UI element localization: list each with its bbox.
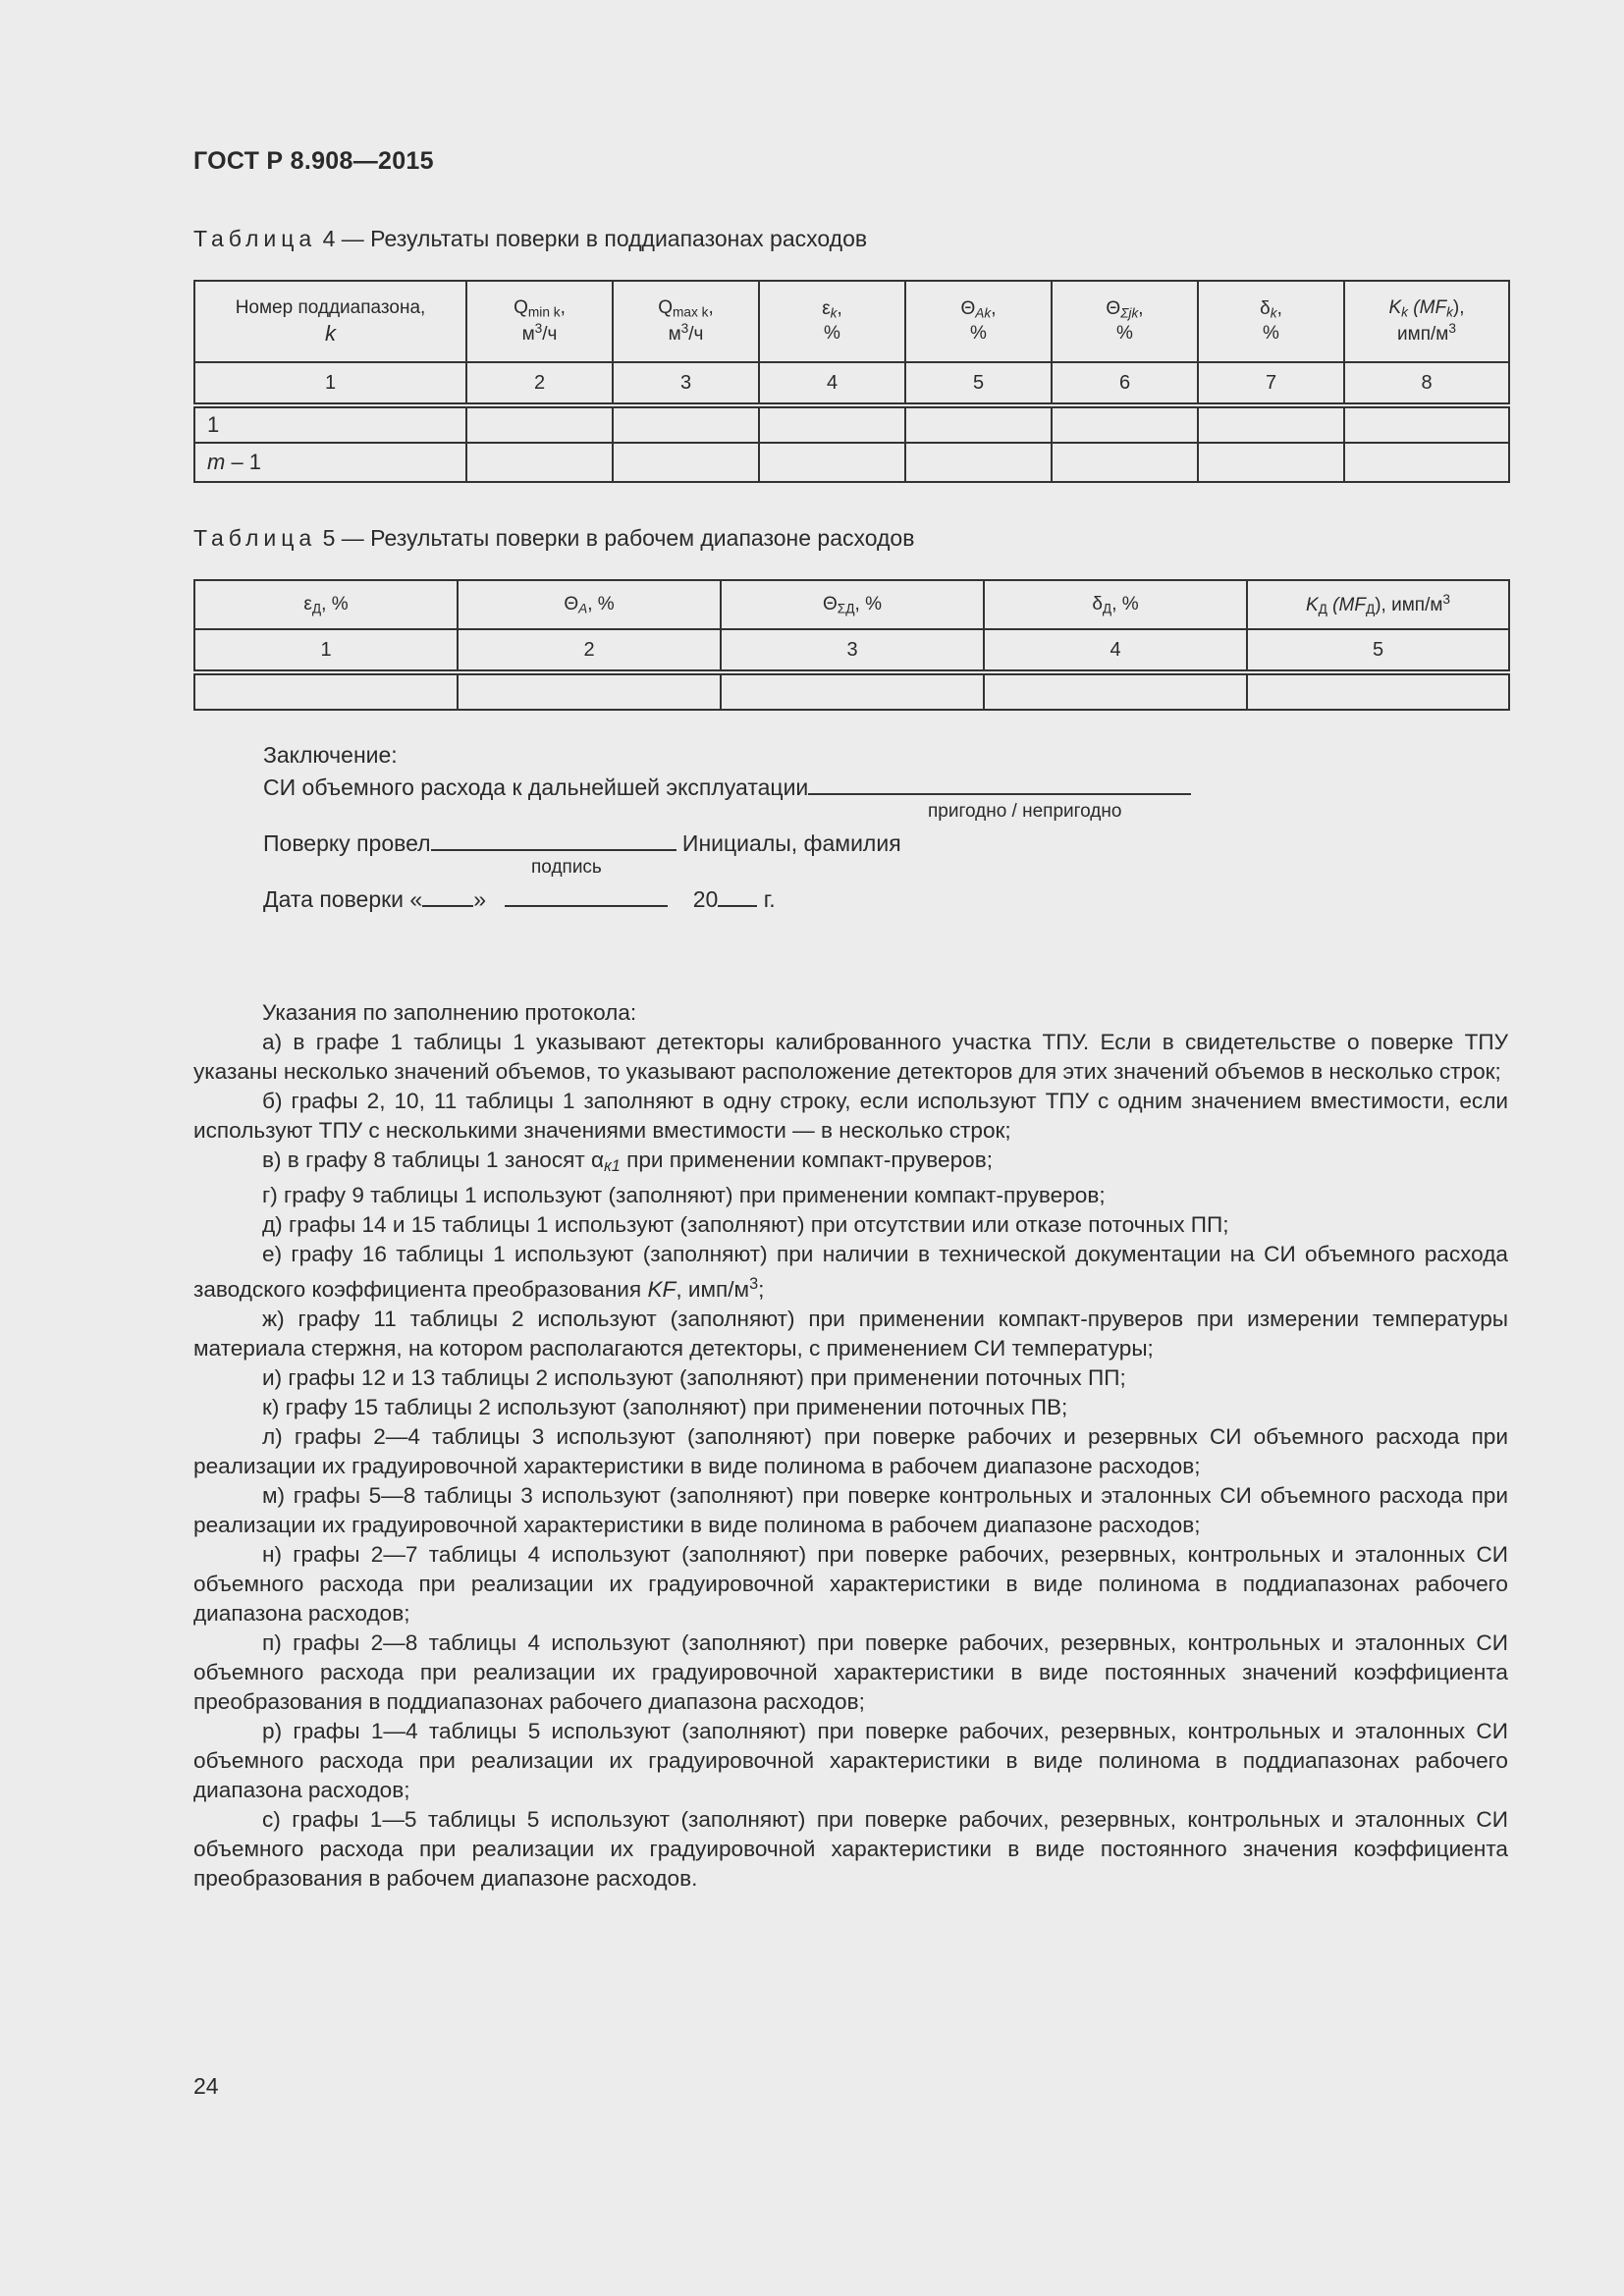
instruction-item-zh: ж) графу 11 таблицы 2 используют (заполняют) при применении компакт-пруверов при измерении температуры материала стержня, на котором располагаются детекторы, с применением СИ температуры; [193, 1307, 1508, 1362]
instruction-e-sup: 3 [749, 1275, 759, 1294]
table5-h3-sub: ΣД [837, 601, 855, 616]
table-cell[interactable] [721, 672, 984, 710]
table5-h2-sub: A [578, 601, 588, 616]
table-cell[interactable] [613, 443, 759, 482]
table4-caption-text: 4 — Результаты поверки в поддиапазонах расходов [322, 226, 868, 251]
table-cell[interactable] [613, 405, 759, 443]
table-row [194, 405, 1509, 443]
instruction-item-k: к) графу 15 таблицы 2 используют (заполняют) при применении поточных ПВ; [262, 1395, 1068, 1420]
table4-h7-unit: % [1263, 322, 1279, 344]
table4-h8-end: ), [1452, 296, 1465, 318]
table5-header-theta-sum [721, 580, 984, 629]
table4-h3-unit: м [668, 324, 681, 346]
table4-h2-unit-end: /ч [542, 324, 558, 346]
instruction-e-unit: , имп/м [676, 1277, 750, 1303]
instruction-item-e [193, 1240, 1508, 1305]
table4-h5-unit: % [970, 322, 987, 344]
instruction-v-after: при применении компакт-пруверов; [626, 1148, 993, 1172]
table4-colnum: 6 [1052, 362, 1198, 405]
table-cell[interactable] [466, 405, 613, 443]
table4-h8-base: K [1388, 296, 1402, 318]
table5-column-number-row [194, 629, 1509, 672]
table-cell[interactable] [1344, 443, 1509, 482]
table5-h1-base: ε [303, 593, 312, 614]
table-cell[interactable] [905, 443, 1052, 482]
table5-h5-mid: (MF [1326, 595, 1366, 616]
instruction-item-s: с) графы 1—5 таблицы 5 используют (заполняют) при поверке рабочих, резервных, контрольных и эталонных СИ объемного расхода при реализации их градуировочной характеристики в виде постоянного значения коэффициента преобразования в рабочем диапазоне расходов. [193, 1807, 1508, 1892]
table4-header-qmin: $Q_{min k}$, $м^3/ч$ [466, 281, 613, 362]
table4-h6-base: Θ [1106, 298, 1121, 320]
instruction-v-text: в) в графу 8 таблицы 1 заносят [262, 1148, 585, 1172]
table5-colnum: 4 [984, 629, 1247, 672]
table4-h2-base: Q [514, 296, 528, 318]
instruction-item-b: б) графы 2, 10, 11 таблицы 1 заполняют в одну строку, если используют ТПУ с одним значением вместимости, если используют ТПУ с несколькими значениями вместимости — в несколько строк; [193, 1089, 1508, 1143]
table-cell[interactable] [759, 405, 905, 443]
page-number: 24 [193, 2073, 219, 2099]
table5-h4-unit: , % [1111, 593, 1139, 614]
instruction-item-r: р) графы 1—4 таблицы 5 используют (заполняют) при поверке рабочих, резервных, контрольных и эталонных СИ объемного расхода при реализации их градуировочной характеристики в виде полинома в поддиапазонах рабочего диапазона расходов; [193, 1719, 1508, 1803]
verifier-name-label: Инициалы, фамилия [681, 830, 901, 856]
date-year-prefix: 20 [692, 886, 719, 912]
table4-h3-sub: max k [673, 304, 709, 320]
instruction-item-d: д) графы 14 и 15 таблицы 1 используют (заполняют) при отсутствии или отказе поточных ПП; [262, 1212, 1229, 1238]
table5-h5-base: K [1305, 595, 1319, 616]
instruction-item-l: л) графы 2—4 таблицы 3 используют (заполняют) при поверке рабочих и резервных СИ объемного расхода при реализации их градуировочной характеристики в виде полинома в рабочем диапазоне расходов; [193, 1424, 1508, 1479]
verifier-line [263, 828, 901, 857]
table4-colnum: 4 [759, 362, 905, 405]
table4-colnum: 2 [466, 362, 613, 405]
date-label: Дата поверки « [263, 886, 423, 912]
table4-column-number-row [194, 362, 1509, 405]
table-cell[interactable] [1052, 405, 1198, 443]
table4-header-qmax: $Q_{max k}$, $м^3/ч$ [613, 281, 759, 362]
table5-h5-end: ), имп/м [1375, 595, 1443, 616]
table4-header-theta-a: $\Theta_{Ak}$, % [905, 281, 1052, 362]
table-cell[interactable] [466, 443, 613, 482]
conclusion-si-line [263, 772, 1191, 801]
document-standard-title: ГОСТ Р 8.908—2015 [193, 147, 434, 175]
table5-h5-sub: Д [1318, 602, 1327, 617]
suitability-hint: пригодно / непригодно [928, 801, 1122, 822]
table4-colnum: 5 [905, 362, 1052, 405]
table4-row-label: 1 [194, 405, 466, 443]
table5-h5-sub2: Д [1365, 602, 1376, 617]
table5-caption [193, 525, 914, 552]
table5-h1-sub: Д [311, 601, 322, 616]
table4-header-epsilon: $\varepsilon_k$, % [759, 281, 905, 362]
table5-h5-sup: 3 [1442, 592, 1451, 608]
table4-h8-unit-sup: 3 [1448, 321, 1456, 337]
table4-h4-base: ε [822, 298, 831, 320]
table5-h3-unit: , % [854, 593, 882, 614]
table4-h8-mid: (MF [1413, 296, 1447, 318]
verifier-signature-field[interactable] [431, 828, 677, 851]
instructions-title: Указания по заполнению протокола: [262, 1000, 637, 1025]
table4-h1-line1: Номер поддиапазона, [235, 296, 426, 318]
table4-colnum: 3 [613, 362, 759, 405]
table4-header-subrange [194, 281, 466, 362]
table4-h4-sub: k [830, 305, 838, 321]
date-day-field[interactable] [422, 883, 473, 907]
table-cell[interactable] [458, 672, 721, 710]
table4-h2-unit: м [521, 324, 535, 346]
table4-caption-word: Таблица [193, 226, 317, 251]
table4 [193, 280, 1510, 483]
table5-h4-sub: Д [1102, 601, 1112, 616]
instruction-item-i: и) графы 12 и 13 таблицы 2 используют (заполняют) при применении поточных ПП; [262, 1365, 1126, 1391]
table4-colnum: 1 [194, 362, 466, 405]
date-month-field[interactable] [505, 883, 668, 907]
table-cell[interactable] [1198, 405, 1344, 443]
instruction-v-alpha: α [591, 1148, 605, 1172]
table5-h3-base: Θ [823, 593, 838, 614]
table4-h5-base: Θ [960, 298, 976, 320]
date-year-field[interactable] [718, 883, 757, 907]
table5-colnum: 1 [194, 629, 458, 672]
table4-colnum: 7 [1198, 362, 1344, 405]
instructions [193, 998, 1508, 1894]
table4-h2-unit-sup: 3 [534, 321, 543, 337]
table-row [194, 443, 1509, 482]
instruction-item-a: а) в графе 1 таблицы 1 указывают детекторы калиброванного участка ТПУ. Если в свидетельстве о поверке ТПУ указаны несколько значений объемов, то указывают расположение детекторов для этих значений объемов в несколько строк; [193, 1030, 1508, 1084]
table4-h3-unit-end: /ч [688, 324, 704, 346]
table4-h8-unit: имп/м [1397, 324, 1449, 346]
table-cell[interactable] [1052, 443, 1198, 482]
table-cell[interactable] [194, 672, 458, 710]
table-cell[interactable] [905, 405, 1052, 443]
table4-h8-sub2: k [1446, 304, 1453, 320]
table5-header-delta [984, 580, 1247, 629]
table5-h2-base: Θ [564, 593, 579, 614]
table5-h4-base: δ [1092, 593, 1103, 614]
table-cell[interactable] [1198, 443, 1344, 482]
instruction-e-end: ; [758, 1277, 765, 1303]
table4-colnum: 8 [1344, 362, 1509, 405]
table5 [193, 579, 1510, 711]
table5-colnum: 3 [721, 629, 984, 672]
conclusion-si-text: СИ объемного расхода к дальнейшей эксплуатации [263, 774, 809, 800]
table4-h7-sub: k [1270, 305, 1277, 321]
instruction-item-g: г) графу 9 таблицы 1 используют (заполняют) при применении компакт-пруверов; [262, 1183, 1106, 1208]
instruction-item-n: н) графы 2—7 таблицы 4 используют (заполняют) при поверке рабочих, резервных, контрольных и эталонных СИ объемного расхода при реализации их градуировочной характеристики в виде полинома в поддиапазонах рабочего диапазона расходов; [193, 1542, 1508, 1627]
table4-h1-line2: k [325, 320, 336, 346]
table4-h7-base: δ [1260, 298, 1271, 320]
table4-header-coefficient [1344, 281, 1509, 362]
table4-h8-sub: k [1401, 304, 1409, 320]
table-cell[interactable] [759, 443, 905, 482]
table4-row-label [194, 443, 466, 482]
table4-header-theta-sum: $\Theta_{\Sigma jk}$, % [1052, 281, 1198, 362]
instruction-e-kf: KF [647, 1277, 677, 1303]
date-line [263, 883, 776, 913]
table-row [194, 672, 1509, 710]
table4-h4-unit: % [824, 322, 840, 344]
verifier-label: Поверку провел [263, 830, 431, 856]
table4-header-row [194, 281, 1509, 362]
conclusion-title: Заключение: [263, 742, 398, 768]
table5-h1-unit: , % [321, 593, 349, 614]
suitability-field[interactable] [808, 772, 1191, 795]
table4-h6-sub: Σjk [1120, 305, 1139, 321]
instruction-v-sub: к1 [604, 1157, 621, 1176]
table4-h5-sub: Ak [975, 305, 992, 321]
table4-h6-unit: % [1116, 322, 1133, 344]
table4-row-label-m: m [207, 450, 226, 475]
table5-header-row [194, 580, 1509, 629]
table-cell[interactable] [1344, 405, 1509, 443]
table5-h2-unit: , % [587, 593, 615, 614]
table5-header-theta-a [458, 580, 721, 629]
table5-colnum: 2 [458, 629, 721, 672]
table4-caption [193, 226, 867, 252]
table5-caption-word: Таблица [193, 525, 317, 551]
date-close-quote: » [473, 886, 486, 912]
instruction-item-v [193, 1146, 1508, 1181]
table5-caption-text: 5 — Результаты поверки в рабочем диапазоне расходов [322, 525, 915, 551]
signature-hint: подпись [531, 857, 602, 878]
table5-header-coefficient [1247, 580, 1509, 629]
table-cell[interactable] [984, 672, 1247, 710]
instruction-item-p: п) графы 2—8 таблицы 4 используют (заполняют) при поверке рабочих, резервных, контрольных и эталонных СИ объемного расхода при реализации их градуировочной характеристики в виде постоянных значений коэффициента преобразования в поддиапазонах рабочего диапазона расходов; [193, 1630, 1508, 1715]
table-cell[interactable] [1247, 672, 1509, 710]
table4-h2-sub: min k [527, 304, 561, 320]
date-year-suffix: г. [763, 886, 776, 912]
table4-h3-unit-sup: 3 [680, 321, 689, 337]
instruction-e-text: е) графу 16 таблицы 1 используют (заполняют) при наличии в технической документации на СИ объемного расхода заводского коэффициента преобразования [193, 1242, 1508, 1303]
table4-h3-base: Q [658, 296, 674, 318]
table4-header-delta: $\delta_k$, % [1198, 281, 1344, 362]
table5-colnum: 5 [1247, 629, 1509, 672]
instruction-item-m: м) графы 5—8 таблицы 3 используют (заполняют) при поверке контрольных и эталонных СИ объемного расхода при реализации их градуировочной характеристики в виде полинома в рабочем диапазоне расходов; [193, 1483, 1508, 1538]
table5-header-epsilon [194, 580, 458, 629]
table4-row-label-rest: – 1 [225, 450, 262, 475]
